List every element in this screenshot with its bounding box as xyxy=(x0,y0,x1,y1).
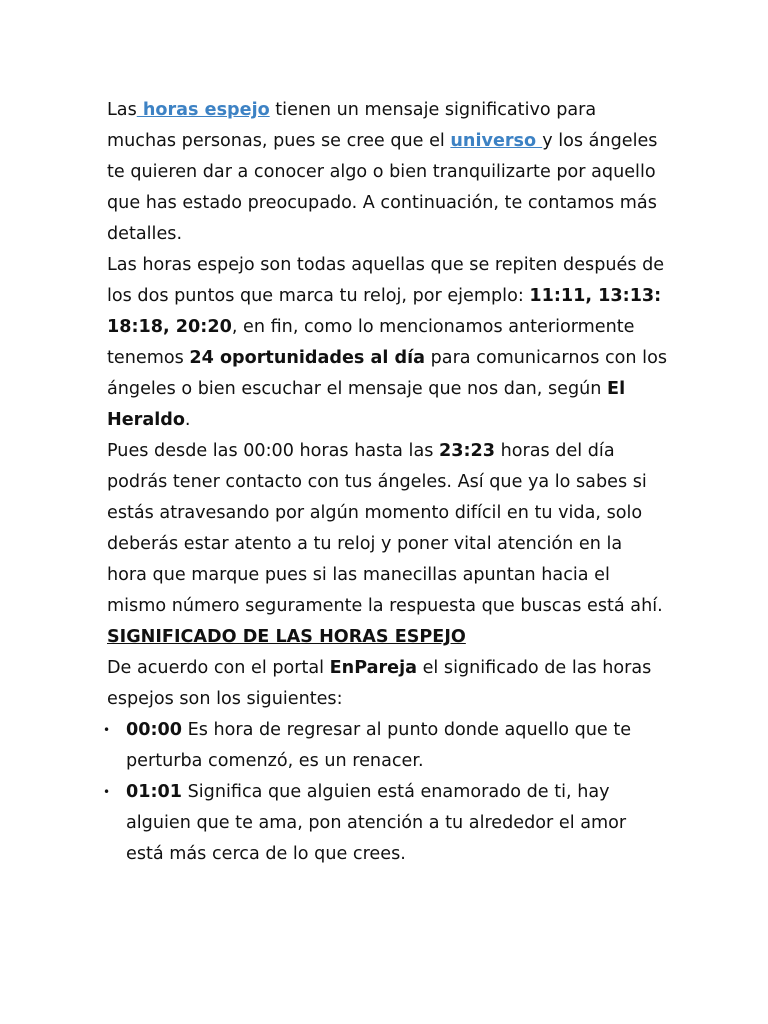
document-body xyxy=(103,95,667,870)
example-times: 11:11, 13:13: 18:18, 20:20 xyxy=(107,286,662,337)
list-item-time: 00:00 xyxy=(126,720,183,740)
definition-text-3: para comunicarnos con los ángeles o bien escuchar el mensaje que nos dan, según xyxy=(107,348,667,399)
definition-text-1: Las horas espejo son todas aquellas que se repiten después de los dos puntos que marca tu reloj, por ejemplo: xyxy=(107,255,665,306)
intro-text-1: Las xyxy=(107,100,137,120)
contact-text-2: horas del día podrás tener contacto con tus ángeles. Así que ya lo sabes si estás atravesando por algún momento difícil en tu vida, solo deberás estar atento a tu reloj y poner vital atención en la hora que marque pues si las manecillas apuntan hacia el mismo número seguramente la respuesta que buscas está ahí. xyxy=(107,441,663,616)
definition-text-2: , en fin, como lo mencionamos anteriormente tenemos xyxy=(107,317,635,368)
paragraph-definition xyxy=(107,250,667,436)
link-horas-espejo[interactable]: horas espejo xyxy=(136,100,270,120)
source-enpareja: EnPareja xyxy=(329,658,418,678)
list-item-text: Es hora de regresar al punto donde aquello que te perturba comenzó, es un renacer. xyxy=(126,720,632,771)
contact-text-1: Pues desde las 00:00 horas hasta las xyxy=(107,441,439,461)
intro-text-3: y los ángeles te quieren dar a conocer algo o bien tranquilizarte por aquello que has estado preocupado. A continuación, te contamos más detalles. xyxy=(107,131,658,244)
definition-text-4: . xyxy=(184,410,191,430)
paragraph-intro xyxy=(107,95,667,250)
opportunities-count: 24 oportunidades al día xyxy=(189,348,426,368)
paragraph-contact xyxy=(107,436,667,622)
paragraph-source xyxy=(107,653,667,715)
source-text-1: De acuerdo con el portal xyxy=(107,658,330,678)
source-text-2: el significado de las horas espejos son los siguientes: xyxy=(107,658,652,709)
bullet-icon: • xyxy=(103,785,111,799)
list-item-time: 01:01 xyxy=(126,782,183,802)
intro-text-2: tienen un mensaje significativo para muchas personas, pues se cree que el xyxy=(107,100,597,151)
list-item xyxy=(103,777,667,870)
bullet-icon: • xyxy=(103,723,111,737)
list-item-text: Significa que alguien está enamorado de ti, hay alguien que te ama, pon atención a tu alrededor el amor está más cerca de lo que crees. xyxy=(126,782,627,864)
list-item xyxy=(103,715,667,777)
section-heading: SIGNIFICADO DE LAS HORAS ESPEJO xyxy=(107,627,466,647)
source-el-heraldo: El Heraldo xyxy=(107,379,626,430)
time-23-23: 23:23 xyxy=(439,441,496,461)
link-universo[interactable]: universo xyxy=(450,131,543,151)
meanings-list xyxy=(103,715,667,870)
